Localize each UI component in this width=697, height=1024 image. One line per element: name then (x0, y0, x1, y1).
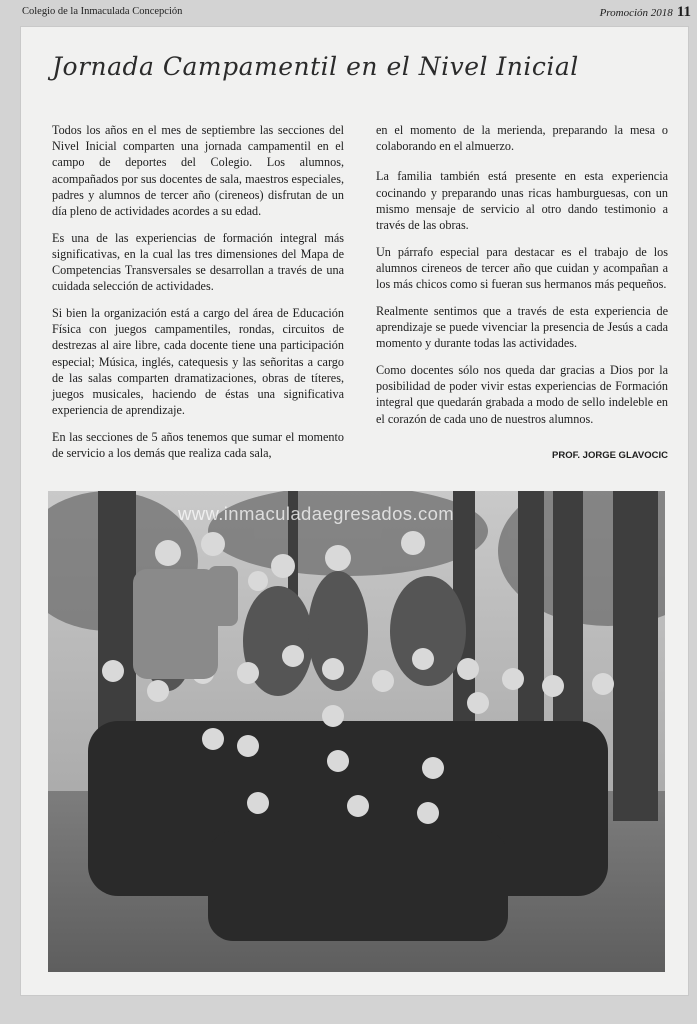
paragraph: Como docentes sólo nos queda dar gracias a Dios por la posibilidad de poder vivir estas experiencias de Formación integral que quedarán grabada a modo de sello indeleble en el corazón de cada uno de nuestros alumnos. (376, 362, 668, 426)
author-signature: PROF. JORGE GLAVOCIC (552, 450, 668, 461)
paragraph: en el momento de la merienda, preparando la mesa o colaborando en el almuerzo. (376, 123, 668, 154)
paragraph: Es una de las experiencias de formación integral más significativas, en la cual las tres dimensiones del Mapa de Competencias Transversales se desarrollan a través de una cuidada selección de actividades. (52, 230, 344, 294)
paragraph: Si bien la organización está a cargo del área de Educación Física con juegos campamentiles, rondas, circuitos de destrezas al aire libre, cada docente tiene una participación especial; Música, inglés, catequesis y las señoritas a cargo de las salas comparten dramatizaciones, obras de títeres, juegos musicales, haciendo de éstas una significativa experiencia de aprendizaje. (52, 306, 344, 418)
paragraph: Todos los años en el mes de septiembre las secciones del Nivel Inicial comparten una jornada campamentil en el campo de deportes del Colegio. Los alumnos, acompañados por sus docentes de sala, maestros especiales, padres y alumnos de tercer año (cireneos) disfrutan de un día pleno de actividades acordes a su edad. (52, 123, 344, 219)
left-column (52, 122, 344, 472)
edition-label (600, 4, 691, 21)
article-page (20, 26, 689, 996)
running-head (22, 4, 691, 24)
paragraph: La familia también está presente en esta experiencia cocinando y preparando unas ricas hamburguesas, con un mismo mensaje de servicio al otro dando testimonio a través de las obras. (376, 169, 668, 233)
group-photo (48, 491, 665, 972)
right-column (376, 122, 668, 437)
paragraph: En las secciones de 5 años tenemos que sumar el momento de servicio a los demás que realiza cada sala, (52, 429, 344, 461)
page-number: 11 (676, 4, 691, 20)
publication-name: Colegio de la Inmaculada Concepción (22, 6, 183, 17)
group-photo-image (48, 491, 665, 972)
article-title: Jornada Campamentil en el Nivel Inicial (52, 52, 579, 81)
watermark-text: www.inmaculadaegresados.com (178, 503, 455, 524)
edition-text: Promoción 2018 (599, 7, 673, 19)
paragraph: Un párrafo especial para destacar es el trabajo de los alumnos cireneos de tercer año que cuidan y acompañan a los más chicos como si fueran sus hermanos más pequeños. (376, 244, 668, 292)
paragraph: Realmente sentimos que a través de esta experiencia de aprendizaje se puede vivenciar la presencia de Jesús a cada momento y durante todas las actividades. (376, 303, 668, 351)
